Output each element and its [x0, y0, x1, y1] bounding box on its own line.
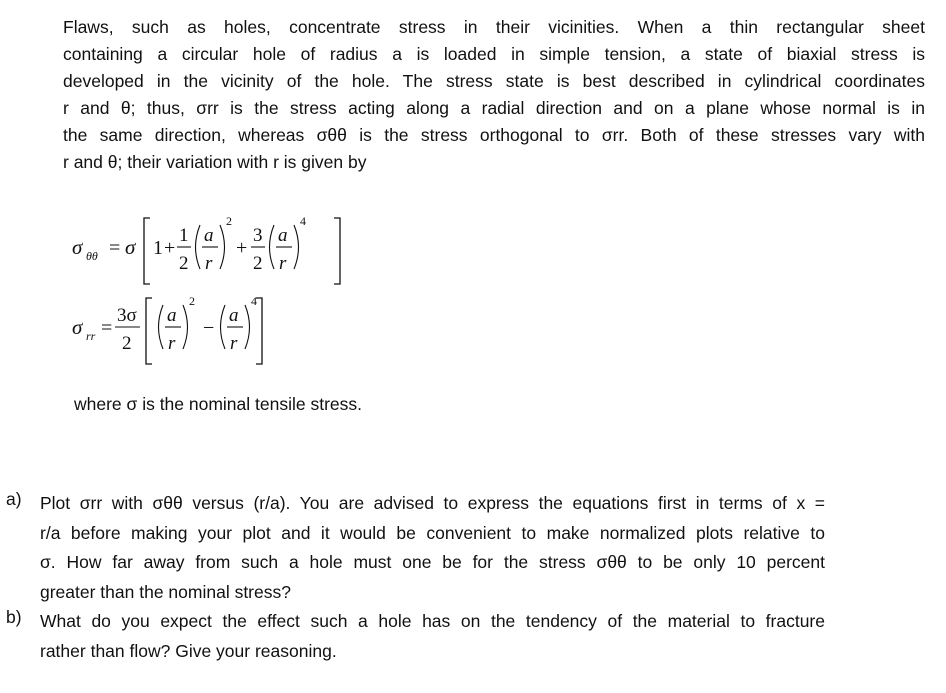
eq1-left-bracket: [144, 218, 150, 284]
intro-line: Flaws, such as holes, concentrate stress in their vicinities. When a thin rectangular sheet: [63, 17, 925, 37]
question-text: [40, 607, 825, 666]
eq1-right-bracket: [334, 218, 340, 284]
eq2-a2: a: [229, 305, 239, 326]
eq2-minus: −: [203, 317, 215, 339]
eq1-den2: 2: [253, 253, 263, 274]
eq1-exp1: 2: [226, 214, 232, 228]
eq1-paren2-right: [294, 225, 299, 269]
eq1-paren1-left: [196, 225, 201, 269]
eq2-a1: a: [167, 305, 177, 326]
eq1-sigma: σ: [125, 235, 136, 259]
eq2-paren1-left: [159, 305, 164, 349]
equation-sigma-rr: [70, 288, 330, 375]
question-label: a): [6, 489, 22, 509]
eq1-den1: 2: [179, 253, 189, 274]
eq2-lhs-sub: rr: [86, 329, 96, 343]
intro-line: the same direction, whereas σθθ is the stress orthogonal to σrr. Both of these stresses vary with: [63, 125, 925, 145]
intro-line: r and θ; their variation with r is given by: [63, 152, 367, 172]
eq1-num2: 3: [253, 225, 263, 246]
eq2-exp1: 2: [189, 294, 195, 308]
eq1-r2: r: [279, 253, 287, 274]
eq1-r1: r: [205, 253, 213, 274]
intro-line: containing a circular hole of radius a is loaded in simple tension, a state of biaxial stress is: [63, 44, 925, 64]
eq2-r1: r: [168, 333, 176, 354]
intro-line: r and θ; thus, σrr is the stress acting along a radial direction and on a plane whose normal is in: [63, 98, 925, 118]
eq2-left-bracket: [146, 298, 152, 364]
question-b: [0, 607, 946, 666]
eq1-paren2-left: [270, 225, 275, 269]
eq1-a1: a: [204, 225, 214, 246]
eq1-num1: 1: [179, 225, 189, 246]
question-a: [0, 489, 946, 607]
eq1-paren1-right: [220, 225, 225, 269]
intro-paragraph: [63, 14, 925, 176]
eq2-paren2-left: [221, 305, 226, 349]
eq1-lhs: σ: [72, 235, 83, 259]
question-line: Plot σrr with σθθ versus (r/a). You are advised to express the equations first in terms of x =: [40, 493, 825, 513]
eq2-paren1-right: [183, 305, 188, 349]
eq2-num: 3σ: [117, 305, 137, 326]
eq2-exp2: 4: [251, 294, 257, 308]
eq1-plus2: +: [236, 237, 248, 259]
where-note: where σ is the nominal tensile stress.: [74, 394, 363, 414]
eq1-one: 1: [153, 237, 163, 259]
equation-sigma-theta-theta: [70, 208, 360, 295]
eq1-exp2: 4: [300, 214, 306, 228]
question-line: What do you expect the effect such a hole has on the tendency of the material to fracture: [40, 611, 825, 631]
eq2-den: 2: [122, 333, 132, 354]
intro-line: developed in the vicinity of the hole. The stress state is best described in cylindrical coordinates: [63, 71, 925, 91]
question-line: σ. How far away from such a hole must one be for the stress σθθ to be only 10 percent: [40, 552, 825, 572]
eq2-paren2-right: [245, 305, 250, 349]
eq1-lhs-sub: θθ: [86, 249, 98, 263]
eq1-plus1: +: [164, 237, 176, 259]
eq2-lhs: σ: [72, 315, 83, 339]
eq1-a2: a: [278, 225, 288, 246]
question-line: rather than flow? Give your reasoning.: [40, 640, 337, 661]
question-label: b): [6, 607, 22, 627]
question-line: greater than the nominal stress?: [40, 581, 291, 602]
eq2-r2: r: [230, 333, 238, 354]
question-list: [0, 489, 946, 666]
eq2-equals: =: [101, 317, 113, 339]
question-line: r/a before making your plot and it would be convenient to make normalized plots relative to: [40, 522, 825, 543]
question-text: [40, 489, 825, 607]
eq1-equals: =: [109, 237, 121, 259]
